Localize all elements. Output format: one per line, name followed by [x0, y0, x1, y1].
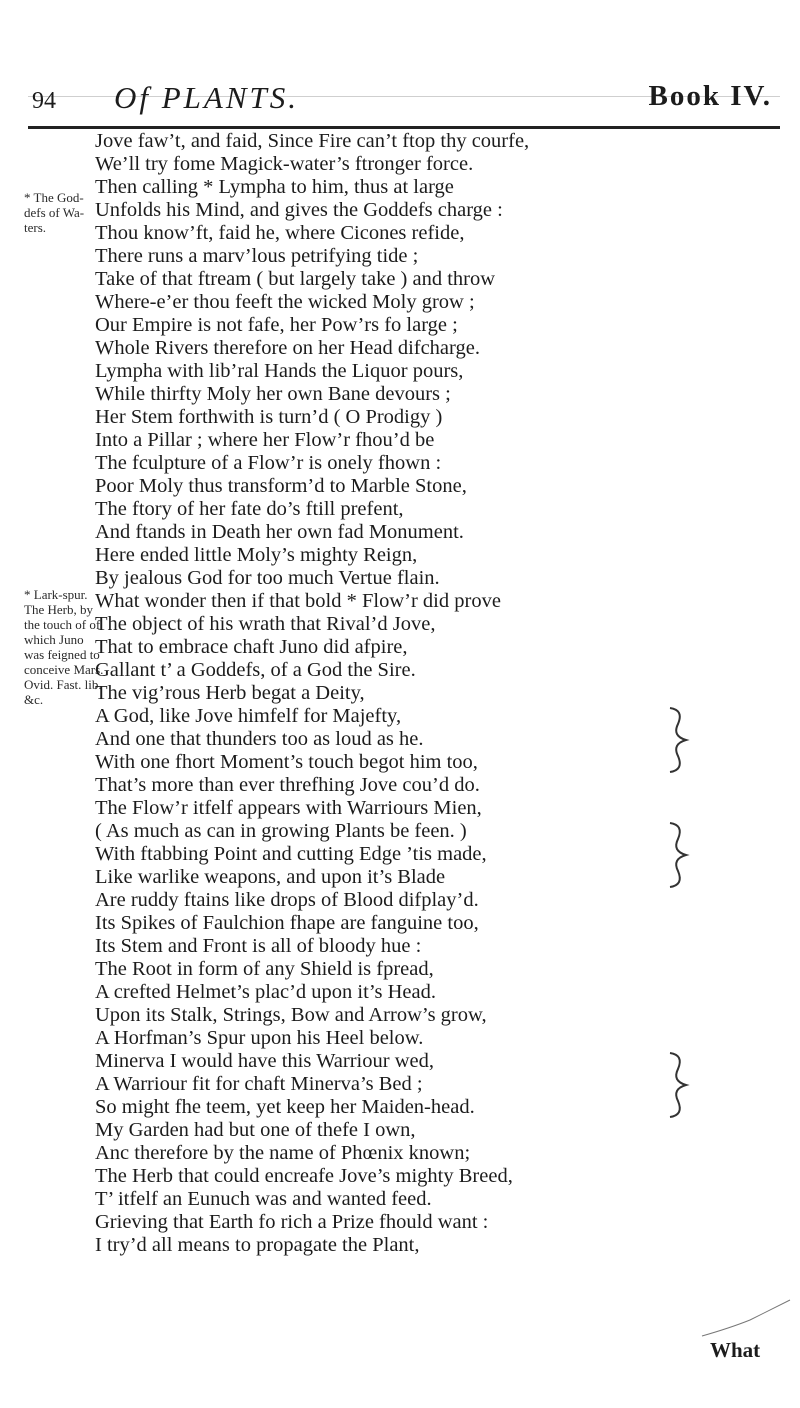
- verse-line: With ftabbing Point and cutting Edge ’tis made,: [95, 843, 487, 865]
- verse-line: With one fhort Moment’s touch begot him too,: [95, 751, 478, 773]
- verse-line: Here ended little Moly’s mighty Reign,: [95, 544, 418, 566]
- verse-line: And one that thunders too as loud as he.: [95, 728, 424, 750]
- verse-line: The Flow’r itfelf appears with Warriours Mien,: [95, 797, 482, 819]
- margin-note-goddess: * The God-defs of Wa-ters.: [24, 190, 85, 235]
- verse-line: While thirfty Moly her own Bane devours ;: [95, 383, 451, 405]
- running-title: Of PLANTS.: [114, 80, 300, 115]
- verse-line: A crefted Helmet’s plac’d upon it’s Head.: [95, 981, 436, 1003]
- verse-line: Unfolds his Mind, and gives the Goddefs charge :: [95, 199, 503, 221]
- verse-line: The ftory of her fate do’s ftill prefent,: [95, 498, 404, 520]
- verse-line: The vig’rous Herb begat a Deity,: [95, 682, 365, 704]
- verse-line: The fculpture of a Flow’r is onely fhown :: [95, 452, 442, 474]
- verse-line: A Warriour fit for chaft Minerva’s Bed ;: [95, 1073, 423, 1095]
- verse-line: The Root in form of any Shield is fpread,: [95, 958, 434, 980]
- verse-line: There runs a marv’lous petrifying tide ;: [95, 245, 419, 267]
- verse-line: So might fhe teem, yet keep her Maiden-head.: [95, 1096, 475, 1118]
- verse-line: The Herb that could encreafe Jove’s mighty Breed,: [95, 1165, 513, 1187]
- verse-line: T’ itfelf an Eunuch was and wanted feed.: [95, 1188, 432, 1210]
- page-number: 94: [32, 88, 56, 114]
- pen-flourish: [700, 1298, 792, 1343]
- verse-line: A God, like Jove himfelf for Majefty,: [95, 705, 402, 727]
- verse-line: A Horfman’s Spur upon his Heel below.: [95, 1027, 424, 1049]
- verse-line: Grieving that Earth fo rich a Prize fhould want :: [95, 1211, 489, 1233]
- book-label: Book IV.: [648, 80, 772, 112]
- verse-line: Take of that ftream ( but largely take ) and throw: [95, 268, 496, 290]
- verse-line: That’s more than ever threfhing Jove cou’d do.: [95, 774, 480, 796]
- page-header: [32, 78, 772, 118]
- verse-line: Its Spikes of Faulchion fhape are fanguine too,: [95, 912, 479, 934]
- verse-line: That to embrace chaft Juno did afpire,: [95, 636, 408, 658]
- verse-line: We’ll try fome Magick-water’s ftronger force.: [95, 153, 474, 175]
- catchword: What: [710, 1338, 761, 1362]
- verse-line: Its Stem and Front is all of bloody hue :: [95, 935, 422, 957]
- triplet-brace: [664, 706, 694, 774]
- verse-line: Lympha with lib’ral Hands the Liquor pours,: [95, 360, 464, 382]
- verse-line: And ftands in Death her own fad Monument.: [95, 521, 464, 543]
- verse-line: Then calling * Lympha to him, thus at large: [95, 176, 454, 198]
- header-rule: [28, 126, 780, 129]
- verse-line: Like warlike weapons, and upon it’s Blade: [95, 866, 446, 888]
- verse-line: Into a Pillar ; where her Flow’r fhou’d be: [95, 429, 435, 451]
- margin-note-larkspur: * Lark-spur. The Herb, by the touch of of which Juno was feigned to conceive Mars. Ovid. Fast. lib. &c.: [24, 587, 104, 707]
- verse-line: Jove faw’t, and faid, Since Fire can’t ftop thy courfe,: [95, 130, 530, 152]
- verse-line: Thou know’ft, faid he, where Cicones refide,: [95, 222, 465, 244]
- triplet-brace: [664, 821, 694, 889]
- verse-line: Upon its Stalk, Strings, Bow and Arrow’s grow,: [95, 1004, 487, 1026]
- verse-line: My Garden had but one of thefe I own,: [95, 1119, 416, 1141]
- triplet-brace: [664, 1051, 694, 1119]
- verse-line: I try’d all means to propagate the Plant,: [95, 1234, 420, 1256]
- verse-line: Her Stem forthwith is turn’d ( O Prodigy ): [95, 406, 443, 428]
- verse-line: What wonder then if that bold * Flow’r did prove: [95, 590, 501, 612]
- verse-line: Are ruddy ftains like drops of Blood difplay’d.: [95, 889, 479, 911]
- verse-line: Gallant t’ a Goddefs, of a God the Sire.: [95, 659, 416, 681]
- verse-line: Whole Rivers therefore on her Head difcharge.: [95, 337, 480, 359]
- verse-line: Poor Moly thus transform’d to Marble Stone,: [95, 475, 467, 497]
- verse-line: Our Empire is not fafe, her Pow’rs fo large ;: [95, 314, 458, 336]
- verse-line: Minerva I would have this Warriour wed,: [95, 1050, 434, 1072]
- verse-line: Anc therefore by the name of Phœnix known;: [95, 1142, 471, 1164]
- verse-line: ( As much as can in growing Plants be feen. ): [95, 820, 467, 842]
- verse-line: The object of his wrath that Rival’d Jove,: [95, 613, 436, 635]
- verse-line: Where-e’er thou feeft the wicked Moly grow ;: [95, 291, 475, 313]
- verse-line: By jealous God for too much Vertue flain.: [95, 567, 440, 589]
